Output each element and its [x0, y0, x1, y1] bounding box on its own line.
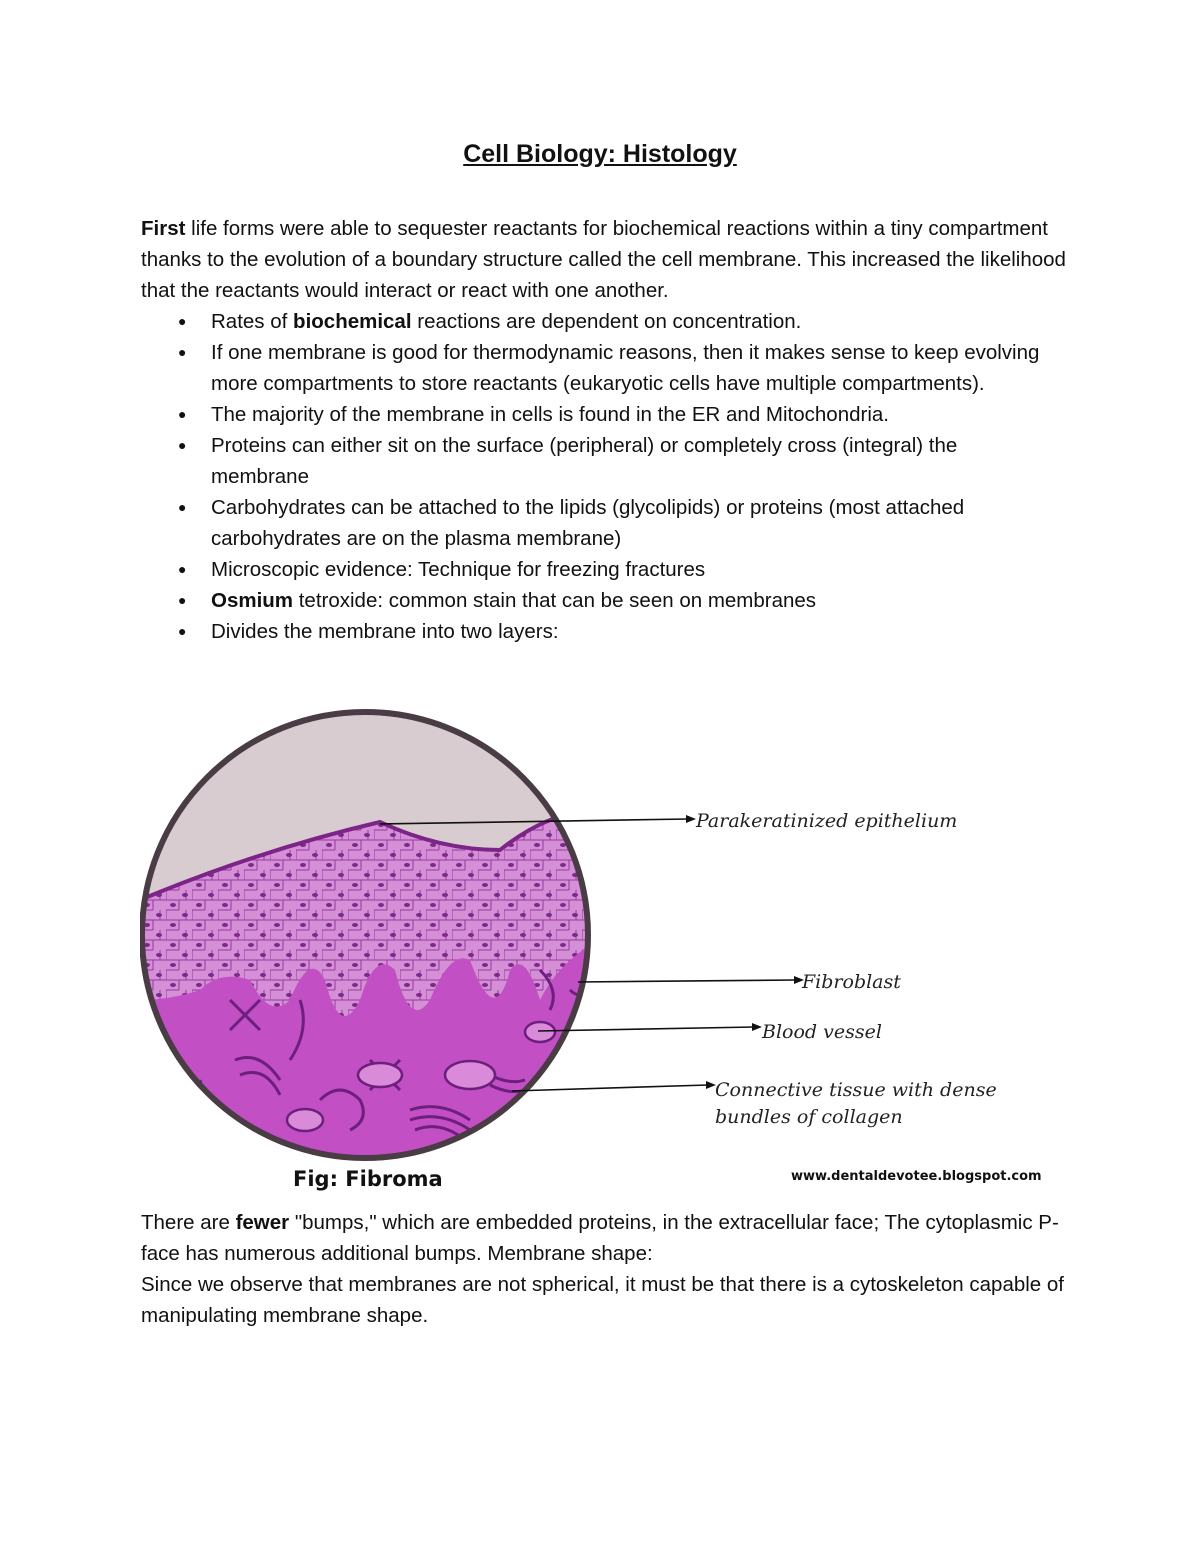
list-item: ● Divides the membrane into two layers: — [141, 616, 1041, 647]
fibroma-figure — [140, 700, 1060, 1200]
micrograph-circle — [140, 700, 600, 1170]
intro-text: life forms were able to sequester reactants for biochemical reactions within a tiny compartment thanks to the evolution of a boundary structure called the cell membrane. This increased the likelihood that the reactants would interact or react with one another. — [141, 217, 1066, 302]
figure-source-url: www.dentaldevotee.blogspot.com — [791, 1169, 1042, 1184]
intro-paragraph — [141, 213, 1071, 306]
outro-bold: fewer — [235, 1211, 290, 1234]
list-item: ● If one membrane is good for thermodynamic reasons, then it makes sense to keep evolving more compartments to store reactants (eukaryotic cells have multiple compartments). — [141, 337, 1041, 399]
figure-caption: Fig: Fibroma — [293, 1167, 443, 1191]
label-blood-vessel: Blood vessel — [762, 1021, 882, 1043]
label-arrowheads — [686, 815, 804, 1089]
list-item: ● Proteins can either sit on the surface (peripheral) or completely cross (integral) the membrane — [141, 430, 1041, 492]
outro-paragraph: There are fewer "bumps," which are embedded proteins, in the extracellular face; The cytoplasmic P-face has numerous additional bumps. Membrane shape: Since we observe that membranes are not spherical, it must be that there is a cytoskeleton capable of manipulating membrane shape. — [141, 1211, 1064, 1327]
outro-line-2: Since we observe that membranes are not spherical, it must be that there is a cytoskeleton capable of manipulating membrane shape. — [141, 1273, 1064, 1327]
list-item: ● Carbohydrates can be attached to the lipids (glycolipids) or proteins (most attached carbohydrates are on the plasma membrane) — [141, 492, 1041, 554]
histology-illustration — [140, 700, 1060, 1200]
list-item: ● Rates of biochemical reactions are dependent on concentration. — [141, 306, 1041, 337]
label-connective-tissue: Connective tissue with dense — [715, 1079, 997, 1101]
list-item: ● Microscopic evidence: Technique for freezing fractures — [141, 554, 1041, 585]
bullet-list — [141, 306, 1041, 647]
label-epithelium: Parakeratinized epithelium — [696, 810, 958, 832]
label-collagen: bundles of collagen — [715, 1106, 903, 1128]
intro-bold-lead: First — [141, 217, 186, 240]
list-item: ● Osmium tetroxide: common stain that can be seen on membranes — [141, 585, 1041, 616]
page-title: Cell Biology: Histology — [463, 140, 737, 168]
label-fibroblast: Fibroblast — [802, 971, 901, 993]
list-item: ● The majority of the membrane in cells is found in the ER and Mitochondria. — [141, 399, 1041, 430]
